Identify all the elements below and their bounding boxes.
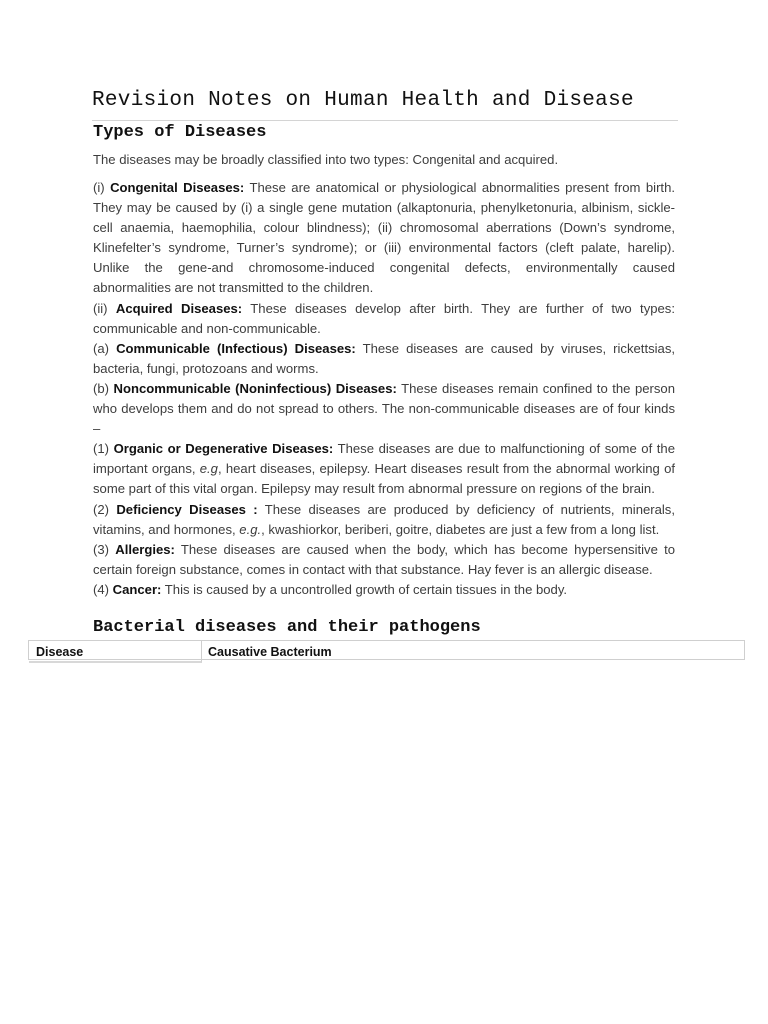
paragraph-prefix: (4) xyxy=(93,581,113,597)
paragraph-text: , heart diseases, epilepsy. Heart diseases result from the abnormal working of some part of this vital organ. Epilepsy may result from abnormal pressure on regions of the brain. xyxy=(93,461,675,497)
paragraph-term: Acquired Diseases: xyxy=(115,300,243,316)
paragraph-text: These diseases are caused when the body, which has become hypersensitive to certain foreign substance, comes in contact with that substance. Hay fever is an allergic disease. xyxy=(93,541,676,577)
paragraph-text: These diseases are caused by viruses, rickettsias, bacteria, fungi, protozoans and worms. xyxy=(93,340,676,376)
paragraph-term: Deficiency Diseases : xyxy=(116,501,258,517)
paragraph-term: Allergies: xyxy=(115,541,175,557)
paragraph-term: Communicable (Infectious) Diseases: xyxy=(116,340,356,356)
pathogen-table xyxy=(28,640,745,660)
table-header-disease: Disease xyxy=(29,641,202,663)
paragraph-prefix: (3) xyxy=(93,541,116,557)
page-title: Revision Notes on Human Health and Disease xyxy=(92,88,678,121)
paragraph-prefix: (b) xyxy=(93,380,114,396)
paragraph-cancer xyxy=(93,580,675,600)
section-heading-types: Types of Diseases xyxy=(93,123,267,142)
paragraph-text: These diseases are due to malfunctioning of some of the important organs, xyxy=(93,441,676,477)
paragraph-text: , kwashiorkor, beriberi, goitre, diabetes are just a few from a long list. xyxy=(261,521,660,537)
paragraph-term: Organic or Degenerative Diseases: xyxy=(113,441,334,457)
paragraph-noncommunicable xyxy=(93,379,675,439)
paragraph-organic xyxy=(93,439,675,499)
paragraph-prefix: (1) xyxy=(93,441,114,457)
paragraph-prefix: (i) xyxy=(93,180,111,195)
paragraph-prefix: (a) xyxy=(93,340,117,356)
paragraph-term: Congenital Diseases: xyxy=(110,180,245,195)
paragraph-prefix: (ii) xyxy=(93,300,116,316)
paragraph-acquired xyxy=(93,299,675,339)
paragraph-term: Noncommunicable (Noninfectious) Diseases: xyxy=(113,380,397,396)
paragraph-text: These are anatomical or physiological abnormalities present from birth. They may be caused by (i) a single gene mutation (alkaptonuria, phenylketonuria, albinism, sickle-cell anaemia, haemophilia, colour blindness); (ii) chromosomal aberrations (Down’s syndrome, Klinefelter’s syndrome, Turner’s syndrome); or (iii) environmental factors (cleft palate, harelip). Unlike the gene-and chromosome-induced congenital defects, environmentally caused abnormalities are not transmitted to the children. xyxy=(93,180,675,296)
section-heading-bacterial: Bacterial diseases and their pathogens xyxy=(93,618,481,637)
paragraph-italic: e.g xyxy=(199,461,218,477)
paragraph-allergies xyxy=(93,540,675,580)
paragraph-text: These diseases remain confined to the person who develops them and do not spread to others. The non-communicable diseases are of four kinds – xyxy=(93,380,676,437)
paragraph-term: Cancer: xyxy=(112,581,162,597)
intro-paragraph: The diseases may be broadly classified into two types: Congenital and acquired. xyxy=(93,152,559,167)
paragraph-italic: e.g. xyxy=(239,521,262,537)
paragraph-text: This is caused by a uncontrolled growth of certain tissues in the body. xyxy=(161,581,568,597)
paragraph-text: These diseases are produced by deficiency of nutrients, minerals, vitamins, and hormones, xyxy=(93,501,675,537)
disease-types-body xyxy=(93,178,675,600)
paragraph-text: These diseases develop after birth. They are further of two types: communicable and non-communicable. xyxy=(93,300,675,336)
table-header-bacterium: Causative Bacterium xyxy=(208,645,332,659)
paragraph-prefix: (2) xyxy=(93,501,117,517)
paragraph-communicable xyxy=(93,339,675,379)
paragraph-congenital xyxy=(93,178,675,299)
paragraph-deficiency xyxy=(93,500,675,540)
